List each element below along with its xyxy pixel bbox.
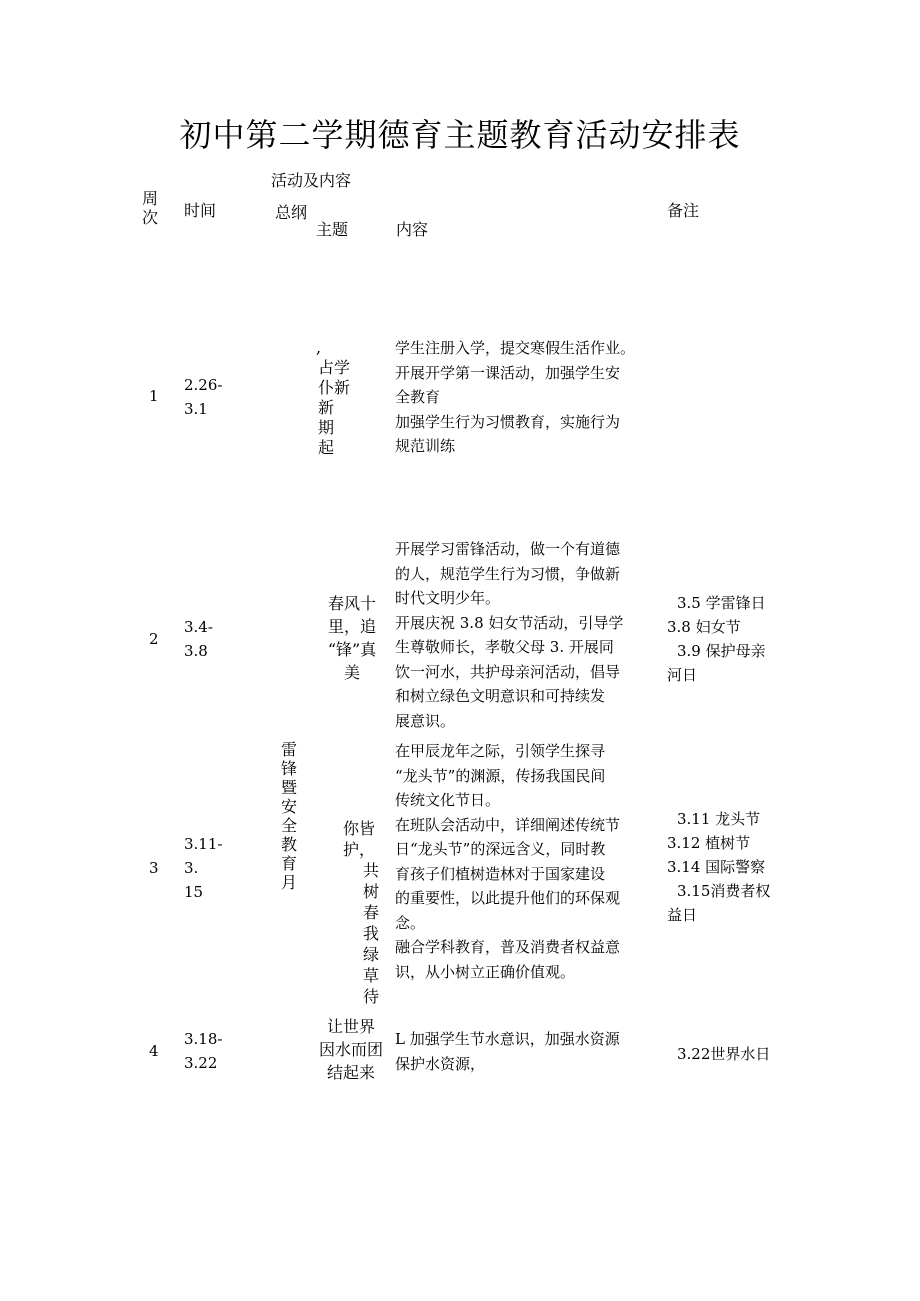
row3-time: 3.11- 3. 15 [184, 835, 223, 901]
row2-time: 3.4- 3.8 [184, 618, 213, 660]
header-theme: 主题 [316, 220, 349, 239]
row4-time: 3.18- 3.22 [184, 1030, 223, 1072]
header-content: 内容 [396, 220, 429, 239]
page-title: 初中第二学期德育主题教育活动安排表 [179, 116, 741, 154]
row2-content: 开展学习雷锋活动，做一个有道德 的人，规范学生行为习惯，争做新 时代文明少年。 开展庆祝 3.8 妇女节活动，引导学 生尊敬师长，孝敬父母 3. 开展同 饮一河水，共护母亲河活动，倡导 和树立绿色文明意识和可持续发 展意识。 [395, 540, 624, 730]
row4-week: 4 [149, 1042, 159, 1060]
row3-theme: 你皆 护， 共 树 春 我 绿 草 待 [343, 819, 380, 1006]
header-notes: 备注 [667, 201, 700, 220]
row2-week: 2 [149, 630, 159, 648]
header-outline: 总纲 [275, 203, 308, 222]
header-week: 周次 [141, 189, 158, 227]
row2-notes: 3.5 学雷锋日 3.8 妇女节 3.9 保护母亲 河日 [667, 594, 766, 684]
row4-content: L 加强学生节水意识，加强水资源 保护水资源， [395, 1030, 620, 1073]
row1-time: 2.26- 3.1 [184, 376, 223, 418]
row4-notes: 3.22世界水日 [677, 1045, 771, 1063]
header-activity: 活动及内容 [271, 171, 352, 190]
row1-week: 1 [149, 387, 159, 405]
row3-week: 3 [149, 859, 159, 877]
row1-theme: , 占学 仆新 新 期 起 [316, 338, 351, 457]
row3-content: 在甲辰龙年之际，引领学生探寻 “龙头节”的渊源，传扬我国民间 传统文化节日。 在班队会活动中，详细阐述传统节 日“龙头节”的深远含义，同时教 育孩子们植树造林对于国家建设 的重要性，以此提升他们的环保观 念。 融合学科教育，普及消费者权益意 识，从小树立正确价值观。 [395, 742, 621, 981]
row2-theme: 春风十 里，追 “锋”真 美 [327, 594, 377, 682]
header-time: 时间 [184, 201, 217, 220]
outline-cell: 雷锋暨安全教育月 [280, 740, 297, 892]
row4-theme: 让世界 因水而团 结起来 [318, 1017, 383, 1082]
row1-content: 学生注册入学，提交寒假生活作业。 开展开学第一课活动，加强学生安 全教育 加强学生行为习惯教育，实施行为 规范训练 [395, 339, 636, 455]
row3-notes: 3.11 龙头节 3.12 植树节 3.14 国际警察 3.15消费者权 益日 [667, 810, 771, 924]
